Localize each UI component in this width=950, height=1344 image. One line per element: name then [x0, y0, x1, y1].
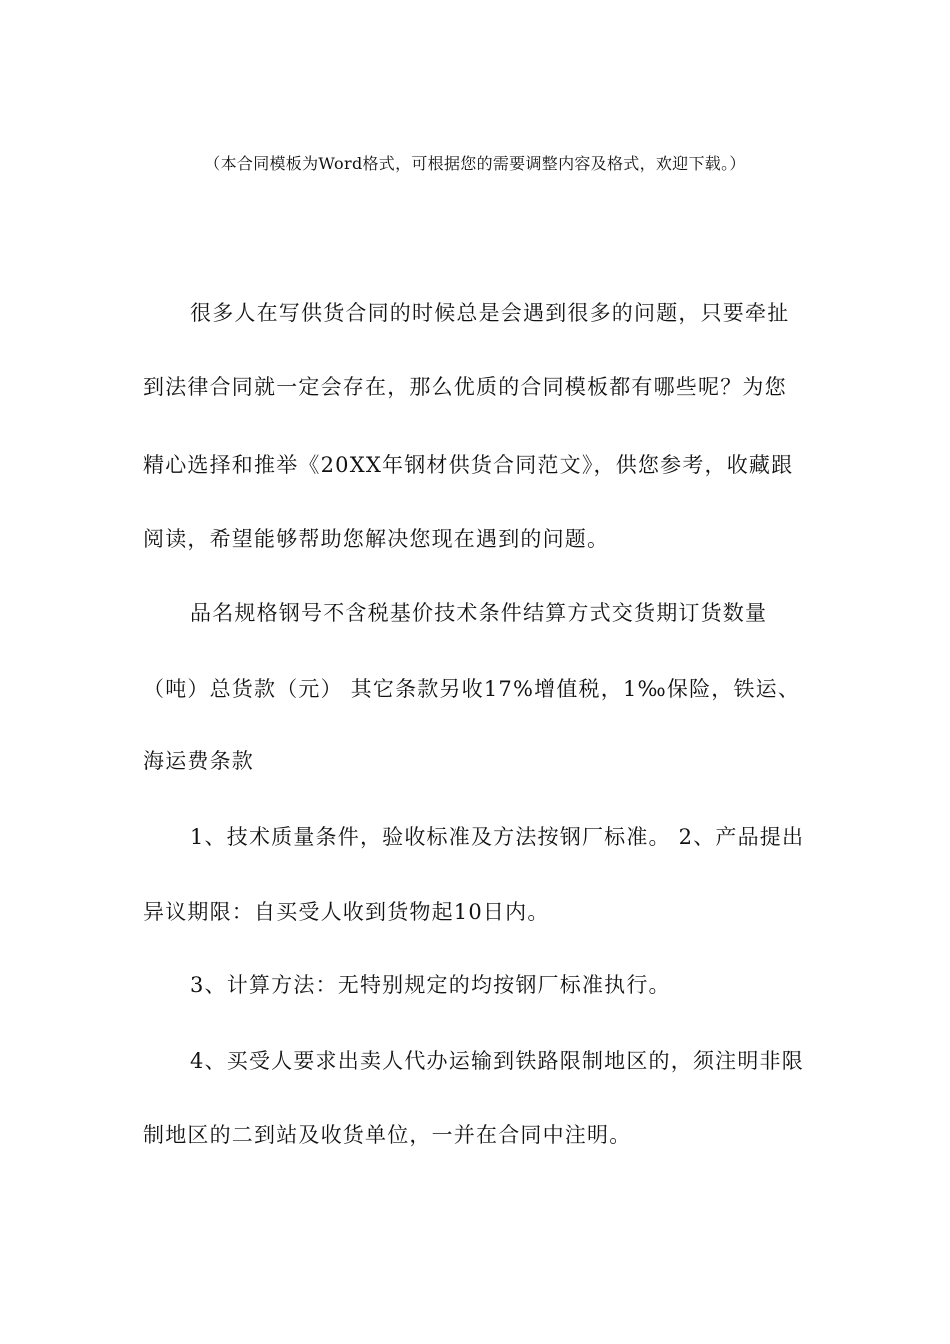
body-line-11: 4、买受人要求出卖人代办运输到铁路限制地区的，须注明非限 [190, 1049, 804, 1073]
body-line-4: 阅读，希望能够帮助您解决您现在遇到的问题。 [143, 527, 610, 551]
body-line-5: 品名规格钢号不含税基价技术条件结算方式交货期订货数量 [190, 601, 768, 625]
body-line-3: 精心选择和推举《20XX年钢材供货合同范文》，供您参考，收藏跟 [143, 453, 794, 477]
body-line-6: （吨）总货款（元） 其它条款另收17%增值税，1‰保险，铁运、 [143, 677, 801, 701]
body-line-1: 很多人在写供货合同的时候总是会遇到很多的问题，只要牵扯 [190, 301, 790, 325]
body-line-9: 异议期限：自买受人收到货物起10日内。 [143, 900, 550, 924]
template-note: （本合同模板为Word格式，可根据您的需要调整内容及格式，欢迎下载。） [204, 154, 746, 173]
body-line-12: 制地区的二到站及收货单位，一并在合同中注明。 [143, 1123, 632, 1147]
body-line-2: 到法律合同就一定会存在，那么优质的合同模板都有哪些呢？为您 [143, 375, 787, 399]
body-line-10: 3、计算方法：无特别规定的均按钢厂标准执行。 [190, 973, 671, 997]
body-line-8: 1、技术质量条件，验收标准及方法按钢厂标准。 2、产品提出 [190, 825, 805, 849]
body-line-7: 海运费条款 [143, 749, 254, 773]
